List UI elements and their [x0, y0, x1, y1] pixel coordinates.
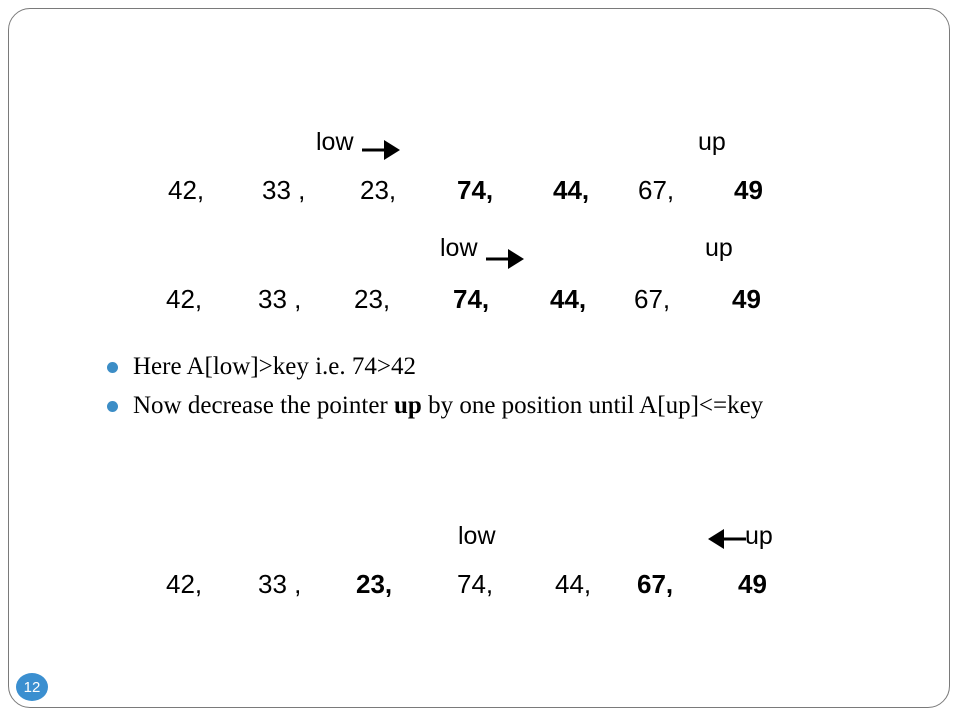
- array-value: 67,: [637, 569, 674, 599]
- bullet-text-after: by one position until A[up]<=key: [421, 392, 764, 419]
- array-value: 74,: [453, 284, 490, 314]
- array-value: 49: [734, 175, 763, 205]
- right-arrow-icon: [362, 138, 402, 162]
- array-value: 44,: [553, 175, 590, 205]
- bullet-dot-icon: [107, 401, 118, 412]
- array-value: 33 ,: [262, 175, 306, 205]
- array-value: 23,: [356, 569, 393, 599]
- array-value: 67,: [634, 284, 671, 314]
- array-value: 74,: [457, 569, 494, 599]
- bullet-text-bold: up: [394, 392, 422, 419]
- page-number-badge: 12: [16, 673, 48, 701]
- up-pointer-label: up: [745, 522, 773, 550]
- left-arrow-icon: [706, 527, 746, 551]
- low-pointer-label: low: [316, 128, 354, 156]
- bullet-text: Here A[low]>key i.e. 74>42: [133, 353, 416, 380]
- array-value: 23,: [360, 175, 397, 205]
- bullet-list: [107, 353, 807, 431]
- array-value: 49: [738, 569, 767, 599]
- bullet-item: [107, 392, 807, 420]
- array-value: 23,: [354, 284, 391, 314]
- low-pointer-label: low: [440, 234, 478, 262]
- array-value: 42,: [166, 569, 203, 599]
- array-value: 42,: [166, 284, 203, 314]
- right-arrow-icon: [486, 247, 526, 271]
- array-value: 33 ,: [258, 284, 302, 314]
- array-value: 33 ,: [258, 569, 302, 599]
- bullet-dot-icon: [107, 362, 118, 373]
- low-pointer-label: low: [458, 522, 496, 550]
- array-value: 44,: [550, 284, 587, 314]
- up-pointer-label: up: [698, 128, 726, 156]
- array-value: 67,: [638, 175, 675, 205]
- array-value: 44,: [555, 569, 592, 599]
- bullet-item: [107, 353, 807, 381]
- up-pointer-label: up: [705, 234, 733, 262]
- bullet-text-before: Now decrease the pointer: [133, 392, 394, 419]
- array-value: 49: [732, 284, 761, 314]
- array-value: 74,: [457, 175, 494, 205]
- array-value: 42,: [168, 175, 205, 205]
